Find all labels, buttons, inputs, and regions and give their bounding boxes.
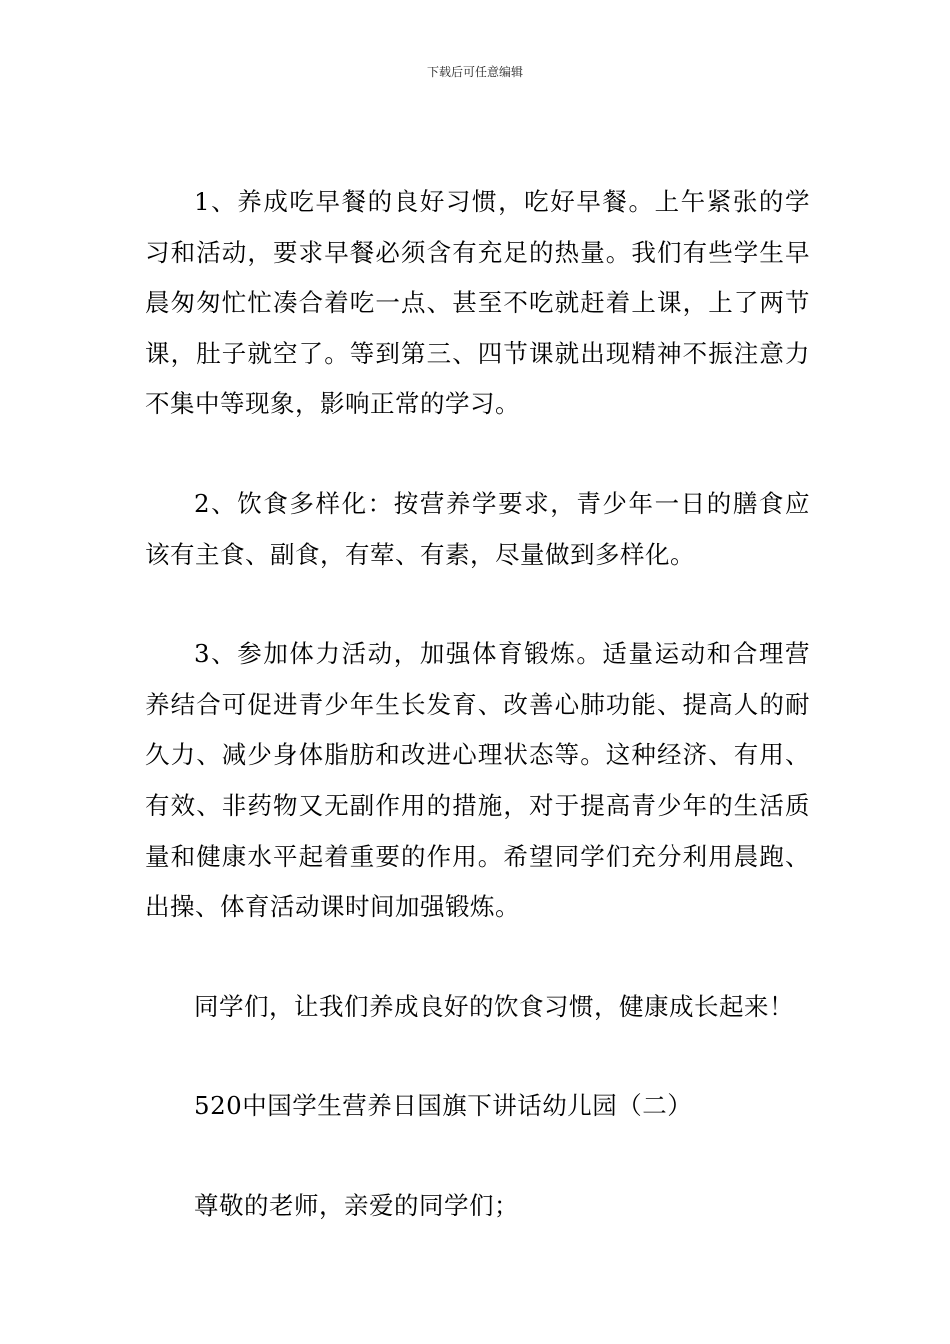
document-body [145, 177, 810, 1232]
paragraph-closing: 同学们，让我们养成良好的饮食习惯，健康成长起来！ [194, 991, 794, 1021]
paragraph-diet-variety: 2、饮食多样化：按营养学要求，青少年一日的膳食应该有主食、副食，有荤、有素，尽量做到多样化。 [145, 488, 810, 569]
page-header-note: 下载后可任意编辑 [426, 65, 523, 79]
section-title: 520中国学生营养日国旗下讲话幼儿园（二） [194, 1091, 693, 1121]
paragraph-breakfast: 1、养成吃早餐的良好习惯，吃好早餐。上午紧张的学习和活动，要求早餐必须含有充足的热量。我们有些学生早晨匆匆忙忙凑合着吃一点、甚至不吃就赶着上课，上了两节课，肚子就空了。等到第三、四节课就出现精神不振注意力不集中等现象，影响正常的学习。 [145, 187, 810, 419]
paragraph-salutation: 尊敬的老师，亲爱的同学们； [194, 1190, 519, 1220]
paragraph-exercise: 3、参加体力活动，加强体育锻炼。适量运动和合理营养结合可促进青少年生长发育、改善心肺功能、提高人的耐久力、减少身体脂肪和改进心理状态等。这种经济、有用、有效、非药物又无副作用的措施，对于提高青少年的生活质量和健康水平起着重要的作用。希望同学们充分利用晨跑、出操、体育活动课时间加强锻炼。 [145, 639, 810, 922]
